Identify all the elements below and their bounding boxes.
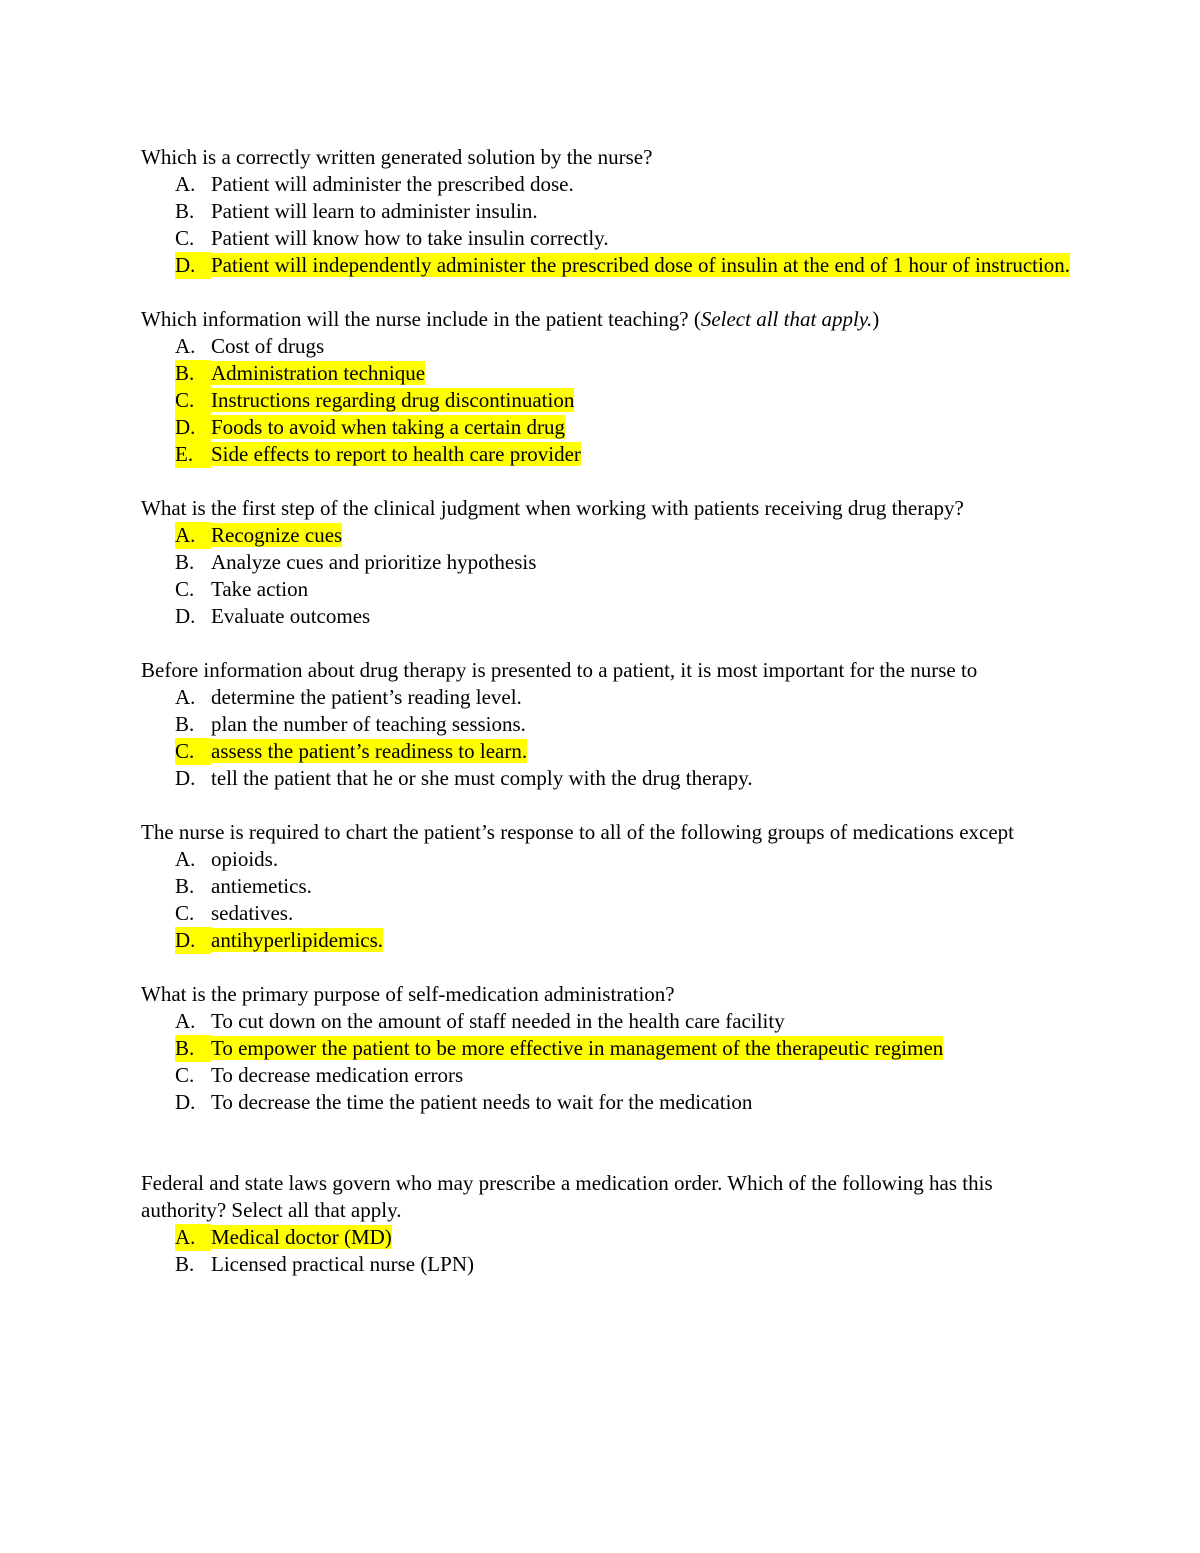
option-text: sedatives.	[211, 901, 294, 925]
option-text: Patient will independently administer the prescribed dose of insulin at the end of 1 hour of instruction.	[211, 253, 1071, 277]
question-stem-instruction: Select all that apply.	[700, 307, 873, 331]
option-letter: C.	[175, 226, 195, 250]
option-text: To decrease the time the patient needs to wait for the medication	[211, 1090, 753, 1114]
option-letter: D.	[175, 252, 211, 279]
option-letter: B.	[175, 1252, 195, 1276]
option-text: antiemetics.	[211, 874, 312, 898]
option-text: Cost of drugs	[211, 334, 325, 358]
question-6	[141, 981, 1071, 1116]
option-text: Side effects to report to health care provider	[211, 442, 581, 466]
option-letter: D.	[175, 766, 196, 790]
option-text: Instructions regarding drug discontinuation	[211, 388, 575, 412]
answer-option	[141, 225, 1071, 252]
question-stem	[141, 306, 1071, 333]
answer-option	[141, 1008, 1071, 1035]
answer-option	[141, 846, 1071, 873]
answer-option	[141, 765, 1071, 792]
answer-option	[141, 711, 1071, 738]
option-text: To cut down on the amount of staff needed in the health care facility	[211, 1009, 785, 1033]
answer-option-highlighted	[141, 360, 1071, 387]
answer-option-highlighted	[141, 738, 1071, 765]
answer-option-highlighted	[141, 522, 1071, 549]
document-page	[141, 144, 1071, 1305]
option-text: Patient will know how to take insulin correctly.	[211, 226, 609, 250]
option-letter: C.	[175, 1063, 195, 1087]
option-text: plan the number of teaching sessions.	[211, 712, 526, 736]
option-letter: A.	[175, 172, 196, 196]
answer-options	[141, 1224, 1071, 1278]
answer-option-highlighted	[141, 252, 1071, 279]
option-letter: D.	[175, 604, 196, 628]
option-letter: A.	[175, 847, 196, 871]
option-letter: A.	[175, 522, 211, 549]
question-stem-close: )	[872, 307, 880, 331]
option-text: Medical doctor (MD)	[211, 1225, 392, 1249]
option-letter: A.	[175, 334, 196, 358]
option-text: Administration technique	[211, 361, 426, 385]
question-1	[141, 144, 1071, 279]
answer-option-highlighted	[141, 1035, 1071, 1062]
option-letter: A.	[175, 685, 196, 709]
answer-option	[141, 576, 1071, 603]
option-letter: B.	[175, 874, 195, 898]
option-text: opioids.	[211, 847, 279, 871]
question-stem: What is the first step of the clinical judgment when working with patients receiving drug therapy?	[141, 496, 964, 520]
option-text: Recognize cues	[211, 523, 343, 547]
answer-option	[141, 333, 1071, 360]
answer-option	[141, 198, 1071, 225]
option-text: Patient will learn to administer insulin.	[211, 199, 538, 223]
option-letter: E.	[175, 441, 211, 468]
question-stem: Federal and state laws govern who may prescribe a medication order. Which of the following has this authority? Select all that apply.	[141, 1171, 993, 1222]
option-letter: C.	[175, 387, 211, 414]
option-letter: D.	[175, 1090, 196, 1114]
question-2	[141, 306, 1071, 468]
option-text: antihyperlipidemics.	[211, 928, 384, 952]
option-text: Analyze cues and prioritize hypothesis	[211, 550, 537, 574]
question-stem-text: Which information will the nurse include in the patient teaching? (	[141, 307, 701, 331]
option-text: Patient will administer the prescribed dose.	[211, 172, 574, 196]
option-letter: B.	[175, 550, 195, 574]
answer-options	[141, 333, 1071, 468]
answer-option	[141, 1251, 1071, 1278]
option-letter: B.	[175, 360, 211, 387]
answer-option	[141, 603, 1071, 630]
answer-option-highlighted	[141, 414, 1071, 441]
question-4	[141, 657, 1071, 792]
answer-options	[141, 171, 1071, 279]
answer-option-highlighted	[141, 387, 1071, 414]
answer-option-highlighted	[141, 927, 1071, 954]
option-letter: B.	[175, 1035, 211, 1062]
option-text: determine the patient’s reading level.	[211, 685, 522, 709]
option-letter: C.	[175, 901, 195, 925]
option-letter: B.	[175, 712, 195, 736]
option-text: Licensed practical nurse (LPN)	[211, 1252, 474, 1276]
answer-option	[141, 684, 1071, 711]
question-3	[141, 495, 1071, 630]
answer-option	[141, 1062, 1071, 1089]
option-text: tell the patient that he or she must comply with the drug therapy.	[211, 766, 753, 790]
option-letter: A.	[175, 1224, 211, 1251]
question-7	[141, 1170, 1071, 1278]
option-letter: B.	[175, 199, 195, 223]
option-text: To empower the patient to be more effective in management of the therapeutic regimen	[211, 1036, 944, 1060]
option-text: To decrease medication errors	[211, 1063, 464, 1087]
option-text: assess the patient’s readiness to learn.	[211, 739, 528, 763]
answer-options	[141, 684, 1071, 792]
question-stem: Before information about drug therapy is presented to a patient, it is most important for the nurse to	[141, 658, 978, 682]
answer-options	[141, 1008, 1071, 1116]
question-5	[141, 819, 1071, 954]
question-stem: The nurse is required to chart the patient’s response to all of the following groups of medications except	[141, 820, 1015, 844]
answer-option	[141, 1089, 1071, 1116]
answer-option	[141, 900, 1071, 927]
option-text: Foods to avoid when taking a certain drug	[211, 415, 566, 439]
option-letter: D.	[175, 927, 211, 954]
option-letter: C.	[175, 738, 211, 765]
option-letter: A.	[175, 1009, 196, 1033]
answer-option-highlighted	[141, 441, 1071, 468]
option-text: Take action	[211, 577, 309, 601]
option-text: Evaluate outcomes	[211, 604, 371, 628]
answer-option	[141, 873, 1071, 900]
option-letter: D.	[175, 414, 211, 441]
answer-option	[141, 549, 1071, 576]
answer-option	[141, 171, 1071, 198]
question-stem: Which is a correctly written generated solution by the nurse?	[141, 145, 653, 169]
option-letter: C.	[175, 577, 195, 601]
answer-options	[141, 846, 1071, 954]
answer-option-highlighted	[141, 1224, 1071, 1251]
question-stem: What is the primary purpose of self-medication administration?	[141, 982, 675, 1006]
answer-options	[141, 522, 1071, 630]
